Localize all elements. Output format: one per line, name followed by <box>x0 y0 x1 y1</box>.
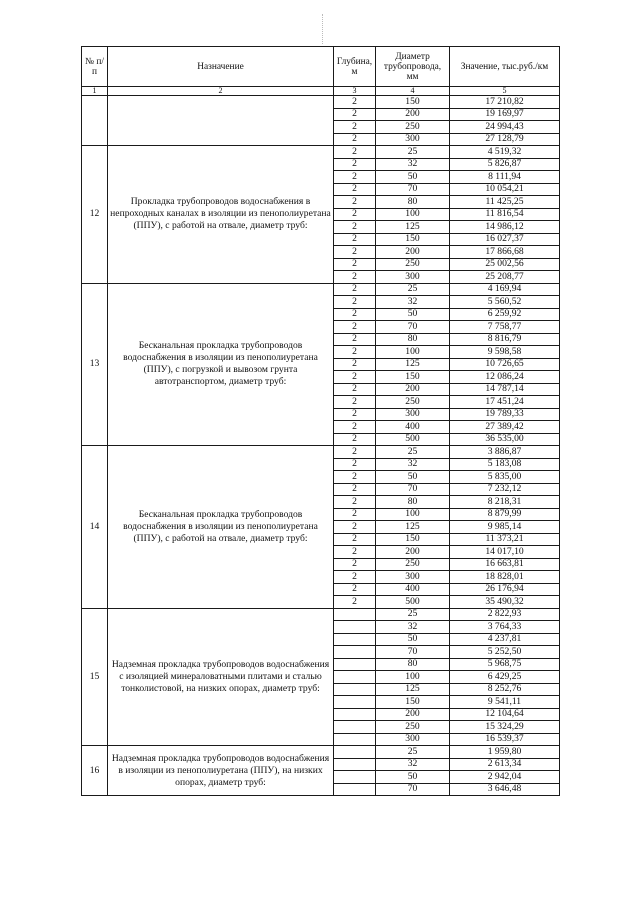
diameter-cell: 150 <box>376 96 450 109</box>
diameter-cell: 32 <box>376 621 450 634</box>
value-cell: 26 176,94 <box>450 583 560 596</box>
value-cell: 16 027,37 <box>450 233 560 246</box>
diameter-cell: 50 <box>376 771 450 784</box>
diameter-cell: 50 <box>376 308 450 321</box>
table-row <box>82 96 560 109</box>
value-cell: 6 429,25 <box>450 671 560 684</box>
header-value: Значение, тыс.руб./км <box>450 47 560 87</box>
value-cell: 36 535,00 <box>450 433 560 446</box>
diameter-cell: 200 <box>376 108 450 121</box>
column-number: 1 <box>82 87 108 96</box>
diameter-cell: 300 <box>376 271 450 284</box>
item-description <box>108 96 334 146</box>
column-number: 3 <box>334 87 376 96</box>
value-cell: 6 259,92 <box>450 308 560 321</box>
depth-cell: 2 <box>334 321 376 334</box>
item-number <box>82 96 108 146</box>
value-cell: 25 208,77 <box>450 271 560 284</box>
depth-cell: 2 <box>334 596 376 609</box>
diameter-cell: 250 <box>376 396 450 409</box>
value-cell: 14 787,14 <box>450 383 560 396</box>
depth-cell: 2 <box>334 446 376 459</box>
depth-cell: 2 <box>334 133 376 146</box>
item-number: 14 <box>82 446 108 609</box>
value-cell: 5 968,75 <box>450 658 560 671</box>
table-row <box>82 283 560 296</box>
diameter-cell: 32 <box>376 158 450 171</box>
value-cell: 11 373,21 <box>450 533 560 546</box>
depth-cell: 2 <box>334 196 376 209</box>
diameter-cell: 125 <box>376 358 450 371</box>
column-number: 4 <box>376 87 450 96</box>
value-cell: 10 726,65 <box>450 358 560 371</box>
value-cell: 25 002,56 <box>450 258 560 271</box>
diameter-cell: 200 <box>376 383 450 396</box>
diameter-cell: 125 <box>376 521 450 534</box>
value-cell: 2 822,93 <box>450 608 560 621</box>
diameter-cell: 100 <box>376 508 450 521</box>
diameter-cell: 125 <box>376 221 450 234</box>
value-cell: 14 986,12 <box>450 221 560 234</box>
diameter-cell: 500 <box>376 433 450 446</box>
depth-cell: 2 <box>334 108 376 121</box>
diameter-cell: 150 <box>376 696 450 709</box>
value-cell: 5 560,52 <box>450 296 560 309</box>
diameter-cell: 25 <box>376 746 450 759</box>
value-cell: 19 169,97 <box>450 108 560 121</box>
header-diameter: Диаметр трубопровода, мм <box>376 47 450 87</box>
depth-cell: 2 <box>334 296 376 309</box>
depth-cell: 2 <box>334 421 376 434</box>
depth-cell <box>334 633 376 646</box>
depth-cell: 2 <box>334 246 376 259</box>
diameter-cell: 25 <box>376 446 450 459</box>
value-cell: 4 169,94 <box>450 283 560 296</box>
depth-cell <box>334 621 376 634</box>
value-cell: 27 389,42 <box>450 421 560 434</box>
diameter-cell: 100 <box>376 346 450 359</box>
value-cell: 15 324,29 <box>450 721 560 734</box>
value-cell: 16 663,81 <box>450 558 560 571</box>
item-description: Надземная прокладка трубопроводов водоснабжения с изоляцией минераловатными плитами и сталью тонколистовой, на низких опорах, диаметр труб: <box>108 608 334 746</box>
depth-cell <box>334 646 376 659</box>
table-row <box>82 446 560 459</box>
depth-cell: 2 <box>334 233 376 246</box>
depth-cell <box>334 783 376 796</box>
value-cell: 7 232,12 <box>450 483 560 496</box>
item-description: Бесканальная прокладка трубопроводов водоснабжения в изоляции из пенополиуретана (ППУ), с работой на отвале, диаметр труб: <box>108 446 334 609</box>
value-cell: 18 828,01 <box>450 571 560 584</box>
diameter-cell: 70 <box>376 646 450 659</box>
header-num: № п/п <box>82 47 108 87</box>
depth-cell <box>334 746 376 759</box>
depth-cell: 2 <box>334 508 376 521</box>
depth-cell: 2 <box>334 483 376 496</box>
depth-cell: 2 <box>334 471 376 484</box>
value-cell: 35 490,32 <box>450 596 560 609</box>
value-cell: 27 128,79 <box>450 133 560 146</box>
depth-cell: 2 <box>334 146 376 159</box>
value-cell: 14 017,10 <box>450 546 560 559</box>
diameter-cell: 400 <box>376 421 450 434</box>
header-row <box>82 47 560 87</box>
diameter-cell: 250 <box>376 121 450 134</box>
diameter-cell: 150 <box>376 533 450 546</box>
depth-cell <box>334 708 376 721</box>
table-row <box>82 608 560 621</box>
diameter-cell: 50 <box>376 171 450 184</box>
value-cell: 8 252,76 <box>450 683 560 696</box>
depth-cell: 2 <box>334 546 376 559</box>
value-cell: 17 866,68 <box>450 246 560 259</box>
depth-cell: 2 <box>334 533 376 546</box>
diameter-cell: 200 <box>376 246 450 259</box>
value-cell: 12 086,24 <box>450 371 560 384</box>
diameter-cell: 500 <box>376 596 450 609</box>
column-number: 5 <box>450 87 560 96</box>
value-cell: 1 959,80 <box>450 746 560 759</box>
depth-cell <box>334 721 376 734</box>
value-cell: 9 541,11 <box>450 696 560 709</box>
diameter-cell: 32 <box>376 458 450 471</box>
value-cell: 11 816,54 <box>450 208 560 221</box>
depth-cell <box>334 671 376 684</box>
diameter-cell: 70 <box>376 321 450 334</box>
item-description: Бесканальная прокладка трубопроводов водоснабжения в изоляции из пенополиуретана (ППУ), с погрузкой и вывозом грунта автотранспортом, диаметр труб: <box>108 283 334 446</box>
item-description: Прокладка трубопроводов водоснабжения в непроходных каналах в изоляции из пенополиуретана (ППУ), с работой на отвале, диаметр труб: <box>108 146 334 284</box>
diameter-cell: 50 <box>376 471 450 484</box>
rates-table <box>81 46 560 796</box>
value-cell: 8 218,31 <box>450 496 560 509</box>
item-number: 15 <box>82 608 108 746</box>
item-number: 16 <box>82 746 108 796</box>
value-cell: 17 451,24 <box>450 396 560 409</box>
diameter-cell: 80 <box>376 333 450 346</box>
depth-cell: 2 <box>334 558 376 571</box>
depth-cell: 2 <box>334 271 376 284</box>
diameter-cell: 400 <box>376 583 450 596</box>
item-number: 12 <box>82 146 108 284</box>
value-cell: 11 425,25 <box>450 196 560 209</box>
diameter-cell: 80 <box>376 496 450 509</box>
diameter-cell: 80 <box>376 196 450 209</box>
depth-cell: 2 <box>334 383 376 396</box>
diameter-cell: 250 <box>376 558 450 571</box>
value-cell: 7 758,77 <box>450 321 560 334</box>
table-row <box>82 746 560 759</box>
item-description: Надземная прокладка трубопроводов водоснабжения в изоляции из пенополиуретана (ППУ), на низких опорах, диаметр труб: <box>108 746 334 796</box>
depth-cell <box>334 696 376 709</box>
value-cell: 5 826,87 <box>450 158 560 171</box>
value-cell: 10 054,21 <box>450 183 560 196</box>
value-cell: 12 104,64 <box>450 708 560 721</box>
header-purpose: Назначение <box>108 47 334 87</box>
depth-cell: 2 <box>334 333 376 346</box>
depth-cell <box>334 608 376 621</box>
diameter-cell: 200 <box>376 546 450 559</box>
value-cell: 9 598,58 <box>450 346 560 359</box>
diameter-cell: 300 <box>376 571 450 584</box>
depth-cell: 2 <box>334 371 376 384</box>
depth-cell: 2 <box>334 96 376 109</box>
depth-cell <box>334 658 376 671</box>
diameter-cell: 50 <box>376 633 450 646</box>
diameter-cell: 200 <box>376 708 450 721</box>
diameter-cell: 125 <box>376 683 450 696</box>
header-depth: Глубина, м <box>334 47 376 87</box>
value-cell: 8 111,94 <box>450 171 560 184</box>
column-number-row <box>82 87 560 96</box>
diameter-cell: 250 <box>376 721 450 734</box>
column-number: 2 <box>108 87 334 96</box>
value-cell: 8 879,99 <box>450 508 560 521</box>
value-cell: 3 886,87 <box>450 446 560 459</box>
value-cell: 24 994,43 <box>450 121 560 134</box>
value-cell: 17 210,82 <box>450 96 560 109</box>
diameter-cell: 80 <box>376 658 450 671</box>
diameter-cell: 300 <box>376 408 450 421</box>
depth-cell: 2 <box>334 308 376 321</box>
depth-cell <box>334 683 376 696</box>
diameter-cell: 32 <box>376 296 450 309</box>
diameter-cell: 250 <box>376 258 450 271</box>
value-cell: 8 816,79 <box>450 333 560 346</box>
diameter-cell: 150 <box>376 233 450 246</box>
value-cell: 9 985,14 <box>450 521 560 534</box>
value-cell: 4 519,32 <box>450 146 560 159</box>
diameter-cell: 70 <box>376 783 450 796</box>
depth-cell: 2 <box>334 433 376 446</box>
depth-cell: 2 <box>334 583 376 596</box>
diameter-cell: 70 <box>376 483 450 496</box>
depth-cell: 2 <box>334 571 376 584</box>
depth-cell <box>334 733 376 746</box>
diameter-cell: 100 <box>376 671 450 684</box>
depth-cell: 2 <box>334 183 376 196</box>
depth-cell: 2 <box>334 121 376 134</box>
depth-cell: 2 <box>334 458 376 471</box>
depth-cell: 2 <box>334 396 376 409</box>
depth-cell: 2 <box>334 358 376 371</box>
depth-cell <box>334 758 376 771</box>
diameter-cell: 100 <box>376 208 450 221</box>
depth-cell: 2 <box>334 258 376 271</box>
depth-cell: 2 <box>334 496 376 509</box>
table-row <box>82 146 560 159</box>
page-fold-mark <box>322 14 324 44</box>
value-cell: 19 789,33 <box>450 408 560 421</box>
value-cell: 5 835,00 <box>450 471 560 484</box>
item-number: 13 <box>82 283 108 446</box>
value-cell: 3 646,48 <box>450 783 560 796</box>
diameter-cell: 300 <box>376 733 450 746</box>
diameter-cell: 25 <box>376 608 450 621</box>
value-cell: 3 764,33 <box>450 621 560 634</box>
depth-cell: 2 <box>334 408 376 421</box>
value-cell: 4 237,81 <box>450 633 560 646</box>
depth-cell: 2 <box>334 283 376 296</box>
value-cell: 2 613,34 <box>450 758 560 771</box>
depth-cell: 2 <box>334 346 376 359</box>
value-cell: 5 183,08 <box>450 458 560 471</box>
depth-cell: 2 <box>334 208 376 221</box>
value-cell: 5 252,50 <box>450 646 560 659</box>
depth-cell: 2 <box>334 221 376 234</box>
value-cell: 16 539,37 <box>450 733 560 746</box>
diameter-cell: 25 <box>376 146 450 159</box>
table-body <box>82 96 560 796</box>
depth-cell <box>334 771 376 784</box>
depth-cell: 2 <box>334 171 376 184</box>
diameter-cell: 70 <box>376 183 450 196</box>
diameter-cell: 32 <box>376 758 450 771</box>
diameter-cell: 25 <box>376 283 450 296</box>
value-cell: 2 942,04 <box>450 771 560 784</box>
depth-cell: 2 <box>334 521 376 534</box>
diameter-cell: 300 <box>376 133 450 146</box>
diameter-cell: 150 <box>376 371 450 384</box>
depth-cell: 2 <box>334 158 376 171</box>
